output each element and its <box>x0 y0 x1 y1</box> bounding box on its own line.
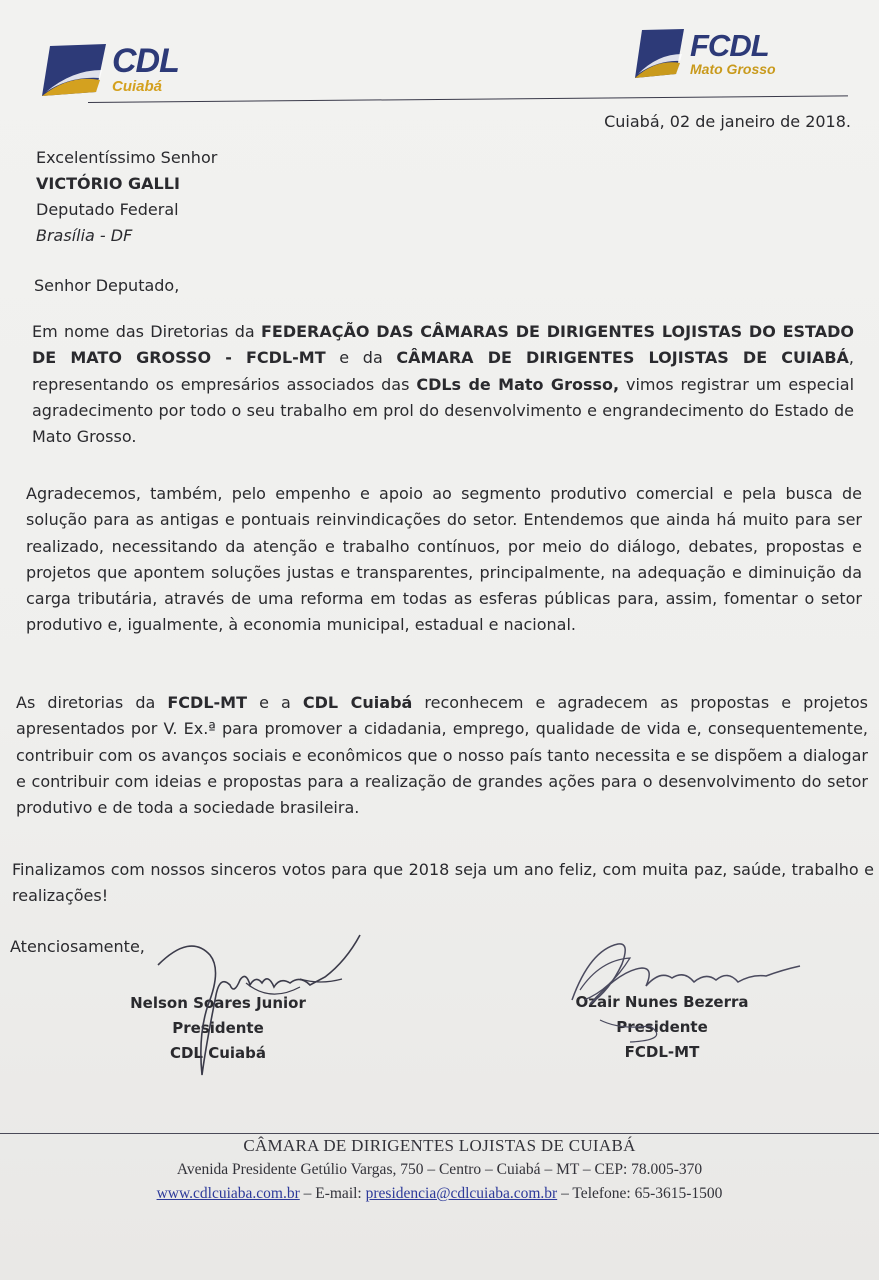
cdl-logo-name: CDL <box>112 42 179 80</box>
fcdl-mt-logo <box>634 26 776 80</box>
signatory-org-left: CDL Cuiabá <box>169 1044 267 1062</box>
p1-text-g: vimos registrar um especial agradecimento por todo o seu trabalho em prol do desenvolvimento e engrandecimento do Estado de Mato Grosso. <box>32 374 855 447</box>
p3-fcdl-name: FCDL-MT <box>167 693 247 712</box>
email-link[interactable]: presidencia@cdlcuiaba.com.br <box>365 1185 558 1202</box>
fcdl-logo-sub: Mato Grosso <box>690 61 776 77</box>
signatory-org-right: FCDL-MT <box>624 1043 700 1061</box>
footer-org-name: CÂMARA DE DIRIGENTES LOJISTAS DE CUIABÁ <box>243 1136 636 1155</box>
recipient-block <box>36 145 217 249</box>
signatory-role-left: Presidente <box>172 1019 264 1037</box>
signature-block-left <box>108 991 328 1066</box>
fcdl-logo-name: FCDL <box>690 28 769 63</box>
signature-block-right <box>554 990 770 1065</box>
p1-federation-name: FEDERAÇÃO DAS CÂMARAS DE DIRIGENTES LOJISTAS DO ESTADO DE MATO GROSSO - FCDL-MT <box>32 322 854 368</box>
email-label: – E-mail: <box>299 1185 366 1202</box>
p3-cdl-name: CDL Cuiabá <box>302 693 413 712</box>
footer-contacts <box>0 1182 879 1206</box>
signatory-role-right: Presidente <box>616 1018 708 1036</box>
fcdl-swoosh-icon <box>634 26 686 80</box>
recipient-title: Deputado Federal <box>36 200 179 219</box>
recipient-location: Brasília - DF <box>36 226 133 245</box>
p3-text-a: As diretorias da <box>16 693 168 712</box>
paragraph-1 <box>32 319 854 450</box>
cdl-logo-sub: Cuiabá <box>112 78 163 95</box>
p3-text-c: e a <box>247 693 303 712</box>
website-link[interactable]: www.cdlcuiaba.com.br <box>156 1185 300 1202</box>
footer-address: Avenida Presidente Getúlio Vargas, 750 – Centro – Cuiabá – MT – CEP: 78.005-370 <box>176 1161 703 1178</box>
p3-text-e: reconhecem e agradecem as propostas e projetos apresentados por V. Ex.ª para promover a cidadania, emprego, qualidade de vida e, consequentemente, contribuir com os avanços sociais e econômicos que o nosso país tanto necessita e se dispõem a dialogar e contribuir com ideias e propostas para a realização de grandes ações para o desenvolvimento do setor produtivo e de toda a sociedade brasileira. <box>16 693 869 818</box>
paragraph-2: Agradecemos, também, pelo empenho e apoio ao segmento produtivo comercial e pela busca de solução para as antigas e pontuais reinvindicações do setor. Entendemos que ainda há muito para ser realizado, necessitando da atenção e trabalho contínuos, por meio do diálogo, debates, propostas e projetos que apontem soluções justas e transparentes, principalmente, na adequação e diminuição da carga tributária, através de uma reforma em todas as esferas públicas para, assim, fomentar o setor produtivo e, igualmente, à economia municipal, estadual e nacional. <box>26 484 862 635</box>
cdl-swoosh-icon <box>40 40 108 98</box>
phone-text: – Telefone: 65-3615-1500 <box>557 1185 723 1202</box>
header-divider <box>88 95 848 103</box>
closing: Atenciosamente, <box>10 937 145 956</box>
letterhead-footer <box>0 1134 879 1206</box>
p1-text-e: , representando os empresários associados das <box>32 348 855 394</box>
p1-text-a: Em nome das Diretorias da <box>32 322 261 341</box>
p1-chamber-name: CÂMARA DE DIRIGENTES LOJISTAS DE CUIABÁ <box>396 348 849 368</box>
p1-cdls-name: CDLs de Mato Grosso, <box>416 374 620 394</box>
signatory-name-right: Ozair Nunes Bezerra <box>575 993 749 1011</box>
signatory-name-left: Nelson Soares Junior <box>130 994 306 1012</box>
paragraph-4: Finalizamos com nossos sinceros votos para que 2018 seja um ano feliz, com muita paz, saúde, trabalho e realizações! <box>12 860 874 906</box>
recipient-name: VICTÓRIO GALLI <box>36 174 180 193</box>
cdl-cuiaba-logo <box>40 40 179 98</box>
p1-text-c: e da <box>325 348 397 368</box>
letter-date: Cuiabá, 02 de janeiro de 2018. <box>604 112 851 131</box>
recipient-honorific: Excelentíssimo Senhor <box>36 148 218 167</box>
salutation: Senhor Deputado, <box>34 276 180 295</box>
paragraph-3 <box>16 690 868 821</box>
